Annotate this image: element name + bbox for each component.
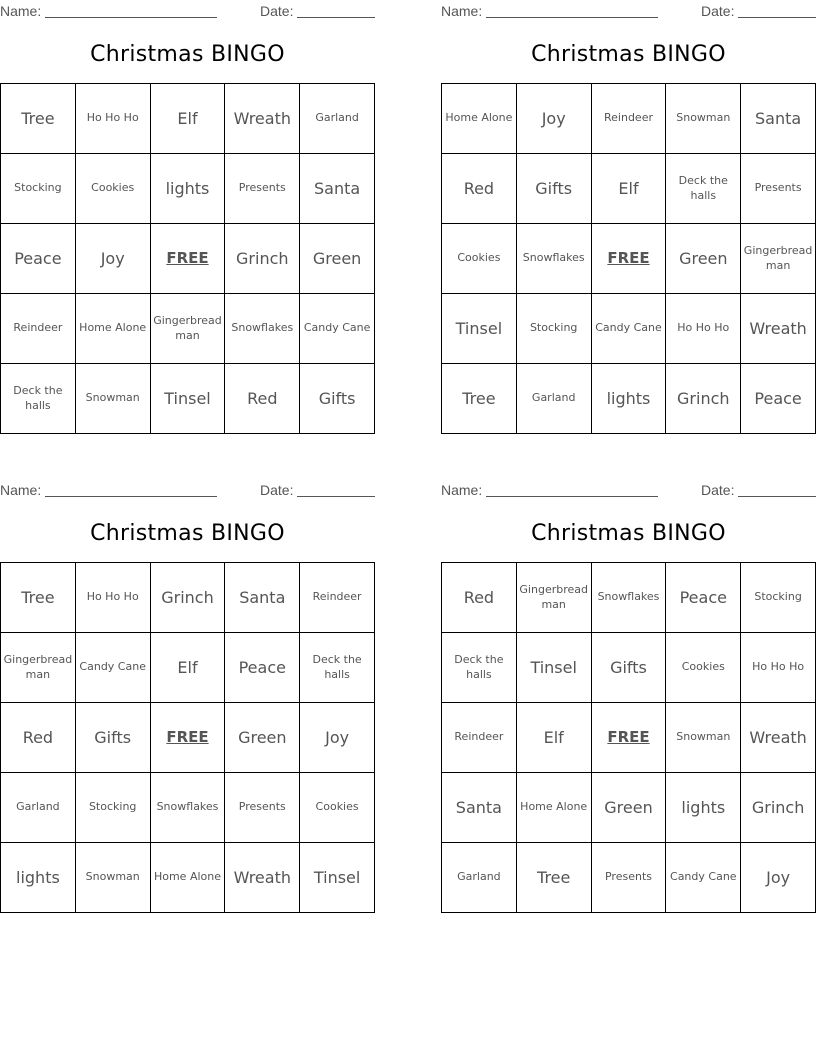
- bingo-cell: Grinch: [666, 364, 741, 434]
- bingo-cell: Presents: [592, 843, 667, 913]
- bingo-cell: Home Alone: [442, 84, 517, 154]
- bingo-cell: Stocking: [741, 563, 816, 633]
- free-space-cell: FREE: [151, 224, 226, 294]
- date-label: Date:: [260, 482, 294, 498]
- bingo-cell: Reindeer: [300, 563, 375, 633]
- bingo-cell: Candy Cane: [76, 633, 151, 703]
- bingo-cell: Reindeer: [1, 294, 76, 364]
- bingo-cell: Snowflakes: [225, 294, 300, 364]
- bingo-cell: Santa: [225, 563, 300, 633]
- bingo-cell: lights: [592, 364, 667, 434]
- bingo-cell: Elf: [517, 703, 592, 773]
- bingo-cell: Snowman: [666, 84, 741, 154]
- bingo-cell: Grinch: [151, 563, 226, 633]
- bingo-cell: Green: [225, 703, 300, 773]
- bingo-cell: Reindeer: [442, 703, 517, 773]
- card-header: [441, 0, 816, 22]
- bingo-cell: Tinsel: [300, 843, 375, 913]
- date-label: Date:: [701, 3, 735, 19]
- bingo-cell: Home Alone: [151, 843, 226, 913]
- bingo-cell: Snowman: [76, 843, 151, 913]
- bingo-cell: Presents: [741, 154, 816, 224]
- bingo-cell: Wreath: [225, 84, 300, 154]
- bingo-card-1: [0, 0, 375, 412]
- bingo-cell: Deck the halls: [442, 633, 517, 703]
- bingo-cell: Tinsel: [151, 364, 226, 434]
- bingo-cell: Peace: [741, 364, 816, 434]
- bingo-cell: Deck the halls: [300, 633, 375, 703]
- bingo-cell: Ho Ho Ho: [76, 563, 151, 633]
- bingo-cell: Tree: [1, 563, 76, 633]
- name-label: Name:: [0, 482, 42, 498]
- bingo-cell: Home Alone: [517, 773, 592, 843]
- name-line: [486, 17, 658, 18]
- bingo-grid: [441, 562, 816, 913]
- bingo-cell: Red: [225, 364, 300, 434]
- bingo-cell: Snowflakes: [517, 224, 592, 294]
- card-title: Christmas BINGO: [90, 521, 285, 546]
- bingo-cell: Tinsel: [517, 633, 592, 703]
- bingo-cell: Red: [442, 563, 517, 633]
- bingo-cell: Santa: [741, 84, 816, 154]
- bingo-cell: Green: [666, 224, 741, 294]
- bingo-cell: Tree: [1, 84, 76, 154]
- bingo-cell: Gifts: [517, 154, 592, 224]
- name-label: Name:: [441, 482, 483, 498]
- bingo-cell: Gifts: [76, 703, 151, 773]
- bingo-cell: lights: [666, 773, 741, 843]
- card-title: Christmas BINGO: [90, 42, 285, 67]
- bingo-cell: Tinsel: [442, 294, 517, 364]
- bingo-cell: Stocking: [1, 154, 76, 224]
- card-title: Christmas BINGO: [531, 521, 726, 546]
- name-label: Name:: [0, 3, 42, 19]
- bingo-cell: Green: [592, 773, 667, 843]
- free-space-cell: FREE: [592, 703, 667, 773]
- bingo-cell: lights: [151, 154, 226, 224]
- bingo-cell: Ho Ho Ho: [76, 84, 151, 154]
- bingo-cell: Wreath: [225, 843, 300, 913]
- bingo-cell: Grinch: [225, 224, 300, 294]
- bingo-cell: Joy: [76, 224, 151, 294]
- bingo-cell: lights: [1, 843, 76, 913]
- card-header: [441, 479, 816, 501]
- name-line: [45, 496, 217, 497]
- bingo-cell: Garland: [300, 84, 375, 154]
- bingo-cell: Joy: [741, 843, 816, 913]
- bingo-card-2: [441, 0, 816, 408]
- bingo-cell: Elf: [151, 633, 226, 703]
- bingo-cell: Peace: [666, 563, 741, 633]
- bingo-cell: Wreath: [741, 294, 816, 364]
- bingo-cell: Presents: [225, 154, 300, 224]
- bingo-grid: [441, 83, 816, 434]
- bingo-cell: Reindeer: [592, 84, 667, 154]
- bingo-cell: Gingerbread man: [741, 224, 816, 294]
- bingo-cell: Red: [442, 154, 517, 224]
- bingo-cell: Gifts: [592, 633, 667, 703]
- name-line: [45, 17, 217, 18]
- bingo-cell: Peace: [1, 224, 76, 294]
- bingo-cell: Green: [300, 224, 375, 294]
- bingo-cell: Joy: [300, 703, 375, 773]
- bingo-cell: Candy Cane: [666, 843, 741, 913]
- name-label: Name:: [441, 3, 483, 19]
- bingo-cell: Cookies: [76, 154, 151, 224]
- bingo-cell: Candy Cane: [592, 294, 667, 364]
- bingo-cell: Tree: [442, 364, 517, 434]
- bingo-cell: Garland: [442, 843, 517, 913]
- bingo-cell: Cookies: [300, 773, 375, 843]
- bingo-cell: Gingerbread man: [151, 294, 226, 364]
- card-title: Christmas BINGO: [531, 42, 726, 67]
- card-header: [0, 479, 375, 501]
- bingo-cell: Stocking: [517, 294, 592, 364]
- bingo-cell: Candy Cane: [300, 294, 375, 364]
- card-header: [0, 0, 375, 22]
- bingo-cell: Cookies: [442, 224, 517, 294]
- bingo-cell: Garland: [1, 773, 76, 843]
- date-line: [738, 17, 816, 18]
- bingo-card-4: [441, 479, 816, 887]
- name-line: [486, 496, 658, 497]
- bingo-cell: Ho Ho Ho: [666, 294, 741, 364]
- bingo-card-3: [0, 479, 375, 887]
- bingo-grid: [0, 562, 375, 913]
- bingo-cell: Tree: [517, 843, 592, 913]
- bingo-cell: Joy: [517, 84, 592, 154]
- bingo-cell: Presents: [225, 773, 300, 843]
- bingo-cell: Cookies: [666, 633, 741, 703]
- date-line: [738, 496, 816, 497]
- bingo-cell: Peace: [225, 633, 300, 703]
- date-line: [297, 17, 375, 18]
- bingo-cell: Deck the halls: [666, 154, 741, 224]
- free-space-cell: FREE: [592, 224, 667, 294]
- date-label: Date:: [701, 482, 735, 498]
- bingo-cell: Santa: [300, 154, 375, 224]
- date-label: Date:: [260, 3, 294, 19]
- bingo-grid: [0, 83, 375, 434]
- bingo-cell: Santa: [442, 773, 517, 843]
- bingo-cell: Wreath: [741, 703, 816, 773]
- free-space-cell: FREE: [151, 703, 226, 773]
- bingo-cell: Elf: [592, 154, 667, 224]
- bingo-cell: Elf: [151, 84, 226, 154]
- bingo-cell: Gifts: [300, 364, 375, 434]
- bingo-cell: Garland: [517, 364, 592, 434]
- bingo-cell: Ho Ho Ho: [741, 633, 816, 703]
- bingo-cell: Red: [1, 703, 76, 773]
- bingo-cell: Snowflakes: [151, 773, 226, 843]
- bingo-cell: Stocking: [76, 773, 151, 843]
- bingo-cell: Home Alone: [76, 294, 151, 364]
- bingo-cell: Snowflakes: [592, 563, 667, 633]
- bingo-cell: Deck the halls: [1, 364, 76, 434]
- bingo-cell: Gingerbread man: [517, 563, 592, 633]
- bingo-cell: Gingerbread man: [1, 633, 76, 703]
- date-line: [297, 496, 375, 497]
- bingo-cell: Snowman: [76, 364, 151, 434]
- bingo-cell: Snowman: [666, 703, 741, 773]
- bingo-cell: Grinch: [741, 773, 816, 843]
